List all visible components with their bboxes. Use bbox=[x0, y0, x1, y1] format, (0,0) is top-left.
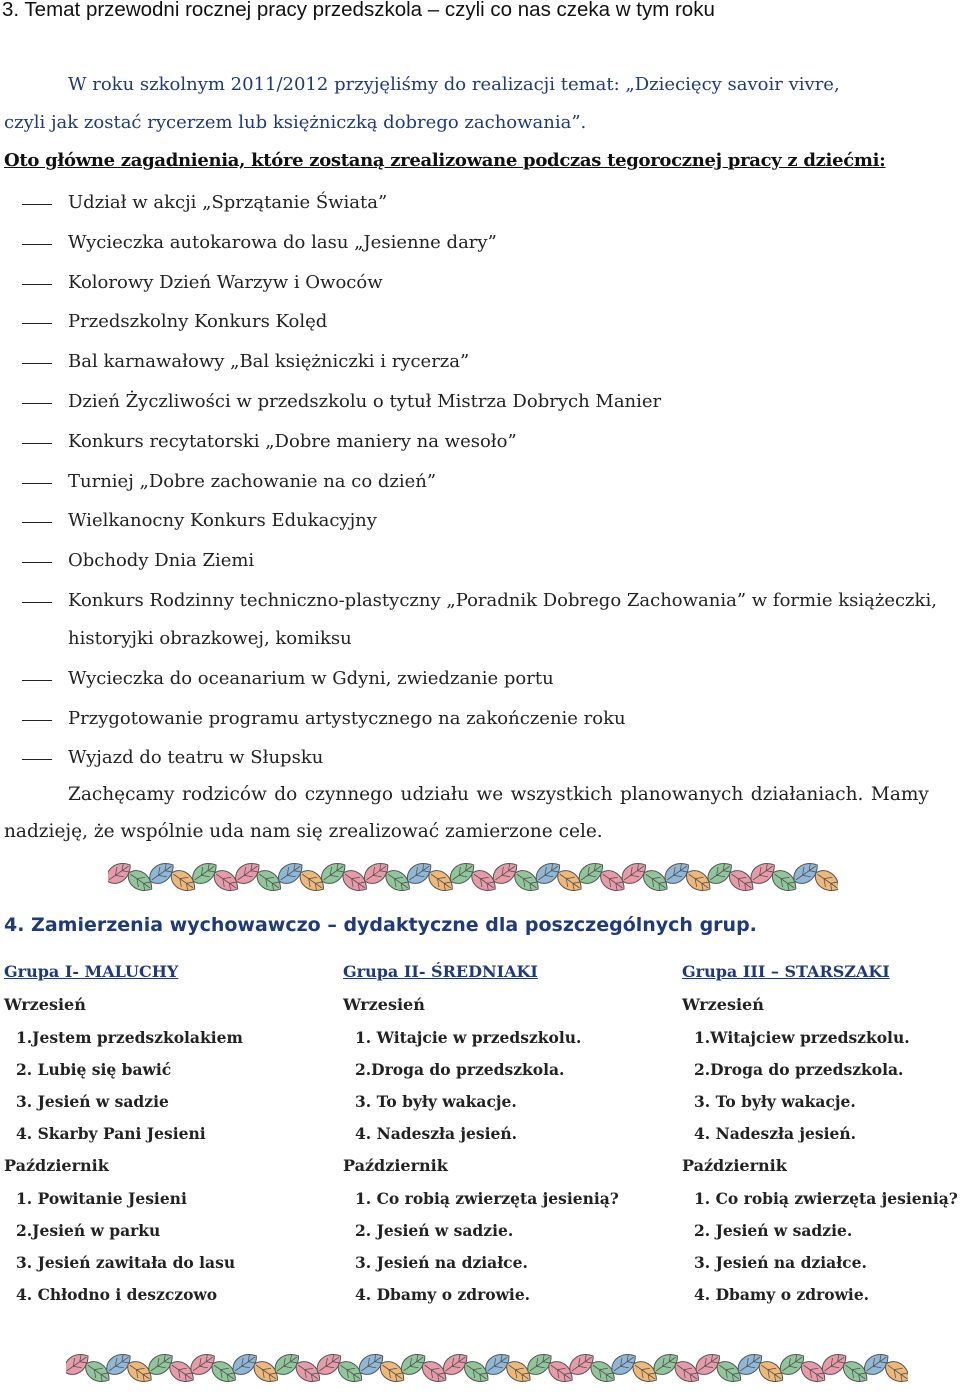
list-item: Turniej „Dobre zachowanie na co dzień” bbox=[68, 470, 437, 492]
topic-item: 2.Droga do przedszkola. bbox=[355, 1060, 565, 1079]
topic-item: 4. Skarby Pani Jesieni bbox=[16, 1124, 206, 1143]
topic-item: 4. Dbamy o zdrowie. bbox=[694, 1285, 870, 1304]
month-label: Październik bbox=[4, 1156, 109, 1175]
topic-item: 4. Chłodno i deszczowo bbox=[16, 1285, 218, 1304]
closing-line-1: Zachęcamy rodziców do czynnego udziału we wszystkich planowanych działaniach. Mamy bbox=[68, 784, 929, 805]
month-label: Wrzesień bbox=[682, 995, 764, 1014]
list-bullet bbox=[22, 483, 52, 484]
topic-item: 3. Jesień na działce. bbox=[355, 1253, 528, 1272]
topic-item: 1. Witajcie w przedszkolu. bbox=[355, 1028, 582, 1047]
topic-item: 3. To były wakacje. bbox=[694, 1092, 856, 1111]
month-label: Październik bbox=[343, 1156, 448, 1175]
closing-line-2: nadzieję, że wspólnie uda nam się zrealizować zamierzone cele. bbox=[4, 821, 603, 842]
list-item: Przygotowanie programu artystycznego na zakończenie roku bbox=[68, 707, 626, 729]
topic-item: 3. Jesień w sadzie bbox=[16, 1092, 169, 1111]
lead-sentence: Oto główne zagadnienia, które zostaną zrealizowane podczas tegorocznej pracy z dziećmi: bbox=[4, 150, 886, 171]
list-item: Dzień Życzliwości w przedszkolu o tytuł Mistrza Dobrych Manier bbox=[68, 391, 662, 412]
intro-line-1: W roku szkolnym 2011/2012 przyjęliśmy do realizacji temat: „Dziecięcy savoir vivre, bbox=[68, 74, 840, 95]
topic-item: 2.Droga do przedszkola. bbox=[694, 1060, 904, 1079]
topic-item: 1. Co robią zwierzęta jesienią? bbox=[355, 1189, 619, 1208]
list-bullet bbox=[22, 680, 52, 681]
list-item: Udział w akcji „Sprzątanie Świata” bbox=[68, 192, 388, 213]
list-bullet bbox=[22, 363, 52, 364]
month-label: Październik bbox=[682, 1156, 787, 1175]
list-item: Obchody Dnia Ziemi bbox=[68, 550, 255, 572]
section-4-heading: 4. Zamierzenia wychowawczo – dydaktyczne dla poszczególnych grup. bbox=[4, 914, 757, 936]
topic-item: 2.Jesień w parku bbox=[16, 1221, 161, 1240]
group-title: Grupa I- MALUCHY bbox=[4, 962, 179, 981]
list-item-continuation: historyjki obrazkowej, komiksu bbox=[68, 628, 352, 649]
topic-item: 1. Co robią zwierzęta jesienią? bbox=[694, 1189, 958, 1208]
topic-item: 2. Jesień w sadzie. bbox=[355, 1221, 514, 1240]
group-title: Grupa II- ŚREDNIAKI bbox=[343, 962, 538, 981]
topic-item: 4. Dbamy o zdrowie. bbox=[355, 1285, 531, 1304]
list-item: Konkurs recytatorski „Dobre maniery na wesoło” bbox=[68, 430, 517, 452]
group-title: Grupa III – STARSZAKI bbox=[682, 962, 890, 981]
topic-item: 3. Jesień zawitała do lasu bbox=[16, 1253, 236, 1272]
section-3-heading: 3. Temat przewodni rocznej pracy przedszkola – czyli co nas czeka w tym roku bbox=[2, 0, 715, 21]
list-bullet bbox=[22, 759, 52, 760]
list-bullet bbox=[22, 403, 52, 404]
month-label: Wrzesień bbox=[343, 995, 425, 1014]
list-bullet bbox=[22, 284, 52, 285]
list-item: Konkurs Rodzinny techniczno-plastyczny „Poradnik Dobrego Zachowania” w formie książeczki, bbox=[68, 590, 937, 611]
topic-item: 1.Jestem przedszkolakiem bbox=[16, 1028, 243, 1047]
list-item: Wycieczka do oceanarium w Gdyni, zwiedzanie portu bbox=[68, 667, 554, 689]
list-bullet bbox=[22, 443, 52, 444]
list-item: Wycieczka autokarowa do lasu „Jesienne dary” bbox=[68, 231, 497, 253]
topic-item: 3. Jesień na działce. bbox=[694, 1253, 867, 1272]
topic-item: 4. Nadeszła jesień. bbox=[694, 1124, 857, 1143]
topic-item: 1.Witajciew przedszkolu. bbox=[694, 1028, 910, 1047]
list-bullet bbox=[22, 244, 52, 245]
list-bullet bbox=[22, 522, 52, 523]
list-item: Wielkanocny Konkurs Edukacyjny bbox=[68, 510, 377, 532]
list-item: Wyjazd do teatru w Słupsku bbox=[68, 747, 324, 769]
topic-item: 1. Powitanie Jesieni bbox=[16, 1189, 187, 1208]
leaf-border-icon bbox=[66, 1348, 908, 1388]
list-item: Przedszkolny Konkurs Kolęd bbox=[68, 311, 328, 333]
topic-item: 3. To były wakacje. bbox=[355, 1092, 517, 1111]
list-bullet bbox=[22, 562, 52, 563]
topic-item: 4. Nadeszła jesień. bbox=[355, 1124, 518, 1143]
list-bullet bbox=[22, 720, 52, 721]
list-item: Kolorowy Dzień Warzyw i Owoców bbox=[68, 271, 383, 293]
topic-item: 2. Lubię się bawić bbox=[16, 1060, 172, 1079]
topic-item: 2. Jesień w sadzie. bbox=[694, 1221, 853, 1240]
intro-line-2: czyli jak zostać rycerzem lub księżniczką dobrego zachowania”. bbox=[4, 112, 587, 133]
list-bullet bbox=[22, 204, 52, 205]
list-bullet bbox=[22, 323, 52, 324]
list-bullet bbox=[22, 602, 52, 603]
leaf-border-icon bbox=[108, 857, 838, 897]
month-label: Wrzesień bbox=[4, 995, 86, 1014]
list-item: Bal karnawałowy „Bal księżniczki i rycerza” bbox=[68, 351, 470, 373]
